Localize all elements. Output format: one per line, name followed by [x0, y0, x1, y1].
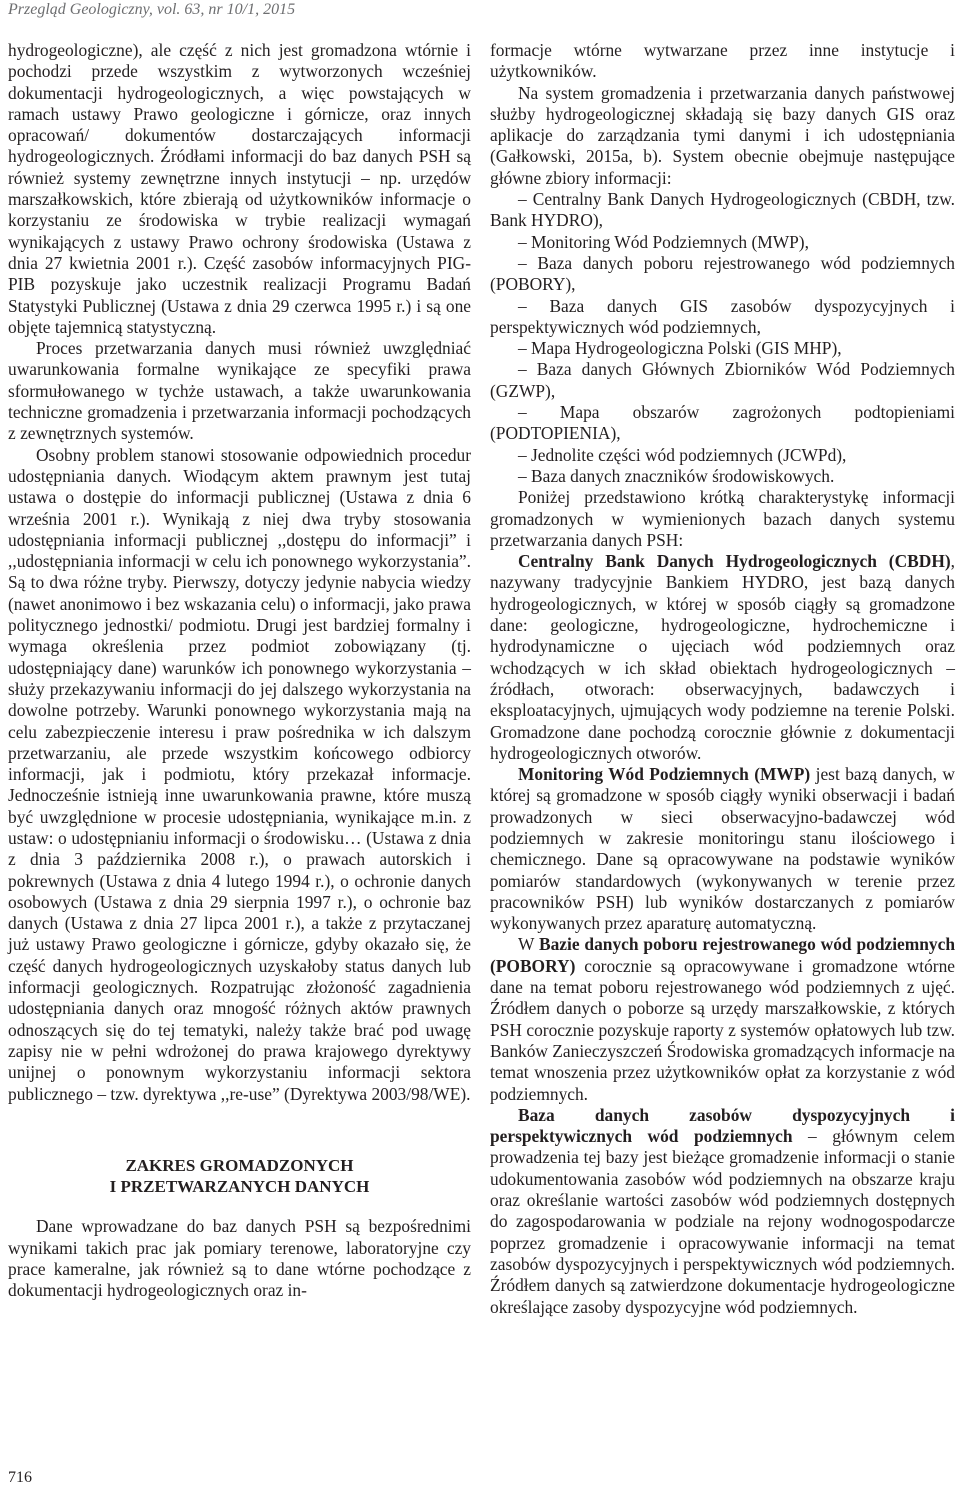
paragraph: Na system gromadzenia i przetwarzania danych państwowej służby hydrogeologicznej składają się bazy danych GIS oraz aplikacje do zarządzania tymi danymi i ich udostępniania (Gałkowski, 2015a, b). System obecnie obejmuje następujące główne zbiory informacji:: [490, 82, 955, 188]
section-heading-line: I PRZETWARZANYCH DANYCH: [109, 1177, 370, 1197]
paragraph-text: , nazywany tradycyjnie Bankiem HYDRO, jest bazą danych hydrogeologicznych, w której w sposób ciągły są gromadzone dane: geologiczne, hydrogeologiczne, hydrochemiczne i hydrodynamiczne o ujęciach wód podziemnych oraz wchodzących w ich skład obiektach hydrogeologicznych – źródłach, otworach: obserwacyjnych, badawczych i eksploatacyjnych, ujmujących wody podziemne na terenie Polski. Gromadzone dane pochodzą corocznie głównie z dokumentacji hydrogeologicznych otworów.: [490, 551, 955, 763]
running-header: Przegląd Geologiczny, vol. 63, nr 10/1, 2015: [8, 1, 296, 18]
paragraph: Poniżej przedstawiono krótką charakterystykę informacji gromadzonych w wymienionych bazach danych systemu przetwarzania danych PSH:: [490, 487, 955, 550]
section-heading-line: ZAKRES GROMADZONYCH: [125, 1155, 354, 1175]
paragraph: Dane wprowadzane do baz danych PSH są bezpośrednimi wynikami takich prac jak pomiary terenowe, laboratoryjne czy prace kameralne, jak również są to dane wtórne pochodzące z dokumentacji hydrogeologicznych oraz in-: [8, 1216, 471, 1301]
paragraph: hydrogeologiczne), ale część z nich jest gromadzona wtórnie i pochodzi przede wszystkim z wytworzonych wcześniej dokumentacji hydrogeologicznych, a więc powstających w ramach ustawy Prawo geologiczne i górnicze, oraz innych opracowań/ dokumentów dostarczających informacji hydrogeologicznych. Źródłami informacji do baz danych PSH są również systemy zewnętrzne innych instytucji – np. urzędów marszałkowskich, które zbierają od użytkowników informacje o korzystaniu ze środowiska w trybie realizacji wymagań wynikających z ustawy Prawo ochrony środowiska (Ustawa z dnia 27 kwietnia 2001 r.). Część zasobów informacyjnych PIG-PIB pozyskuje jako uczestnik realizacji Programu Badań Statystyki Publicznej (Ustawa z dnia 29 czerwca 1995 r.) i są one objęte tajemnicą statystyczną.: [8, 40, 471, 337]
section-heading: [8, 1155, 471, 1198]
database-list: [490, 189, 955, 487]
paragraph: [490, 551, 955, 764]
paragraph-text: jest bazą danych, w której są gromadzone w sposób ciągły wyniki obserwacji i badań prowadzonych w sieci obserwacyjno-badawczej wód podziemnych w zakresie monitoringu stanu ilościowego i chemicznego. Dane są opracowywane na podstawie wyników pomiarów standardowych (wykonywanych w terenie przez pracowników PSH) lub wyników dostarczanych z pomiarów wykonywanych przez aparaturę automatyczną.: [490, 764, 955, 934]
term-bold: Bazie danych poboru rejestrowanego wód podziemnych (POBORY): [490, 934, 955, 976]
left-column: [8, 40, 471, 1302]
list-item: – Centralny Bank Danych Hydrogeologicznych (CBDH, tzw. Bank HYDRO),: [490, 189, 955, 231]
page-number: 716: [8, 1469, 32, 1486]
list-item: – Baza danych GIS zasobów dyspozycyjnych i perspektywicznych wód podziemnych,: [490, 295, 955, 337]
paragraph-text: corocznie są opracowywane i gromadzone wtórne dane na temat poboru rejestrowanego wód podziemnych z ujęć. Źródłem danych o poborze są urzędy marszałkowskie, z których PSH corocznie pozyskuje raporty z systemów opłatowych lub tzw. Banków Zanieczyszczeń Środowiska gromadzących informacje na temat wnoszenia przez użytkowników opłat za korzystanie z wód podziemnych.: [490, 955, 956, 1104]
list-item: – Baza danych poboru rejestrowanego wód podziemnych (POBORY),: [490, 252, 955, 295]
list-item: – Baza danych Głównych Zbiorników Wód Podziemnych (GZWP),: [490, 359, 955, 401]
paragraph: Osobny problem stanowi stosowanie odpowiednich procedur udostępniania danych. Wiodącym aktem prawnym jest tutaj ustawa o dostępie do informacji publicznej (Ustawa z dnia 6 września 2001 r.). Wynikają z niej dwa tryby stosowania udostępniania informacji publicznej ,,dostępu do informacji” i ,,udostępniania informacji w celu ich ponownego wykorzystania”. Są to dwa różne tryby. Pierwszy, dotyczy jedynie nabycia wiedzy (nawet anonimowo i bez wskazania celu) o informacji, jako prawa politycznego jednostki/ podmiotu. Drugi jest bardziej formalny i wymaga określenia przez podmiot zobowiązany (tj. udostępniający dane) warunków ich ponownego wykorzystania – służy przekazywaniu informacji do jej dalszego wykorzystania na dowolne potrzeby. Warunki ponownego wykorzystania mają na celu zabezpieczenie interesu i praw pośrednika w ich dalszym przetwarzaniu, ale przede wszystkim końcowego odbiorcy informacji, jak i podmiotu, który przekazał informacje. Jednocześnie istnieją inne uwarunkowania prawne, które muszą być uwzględnione w procesie udostępniania, wynikające m.in. z ustaw: o udostępnianiu informacji o środowisku… (Ustawa z dnia z dnia 3 października 2008 r.), o prawach autorskich i pokrewnych (Ustawa z dnia 4 lutego 1994 r.), o ochronie danych osobowych (Ustawa z dnia 29 sierpnia 1997 r.), o ochronie baz danych (Ustawa z dnia 27 lipca 2001 r.), a także z przytaczanej już ustawy Prawo geologiczne i górnicze, gdyby okazało się, że część danych hydrogeologicznych uzyskałoby status danych lub informacji geologicznych. Rozpatrując złożoność zagadnienia udostępniania danych oraz mnogość różnych aktów prawnych odnoszących się do tej tematyki, należy także brać pod uwagę zapisy nie w pełni wdrożonej do prawa krajowego dyrektywy unijnej o ponownym wykorzystaniu informacji sektora publicznego – tzw. dyrektywa ,,re-use” (Dyrektywa 2003/98/WE).: [8, 444, 471, 1104]
term-bold: Baza danych zasobów dyspozycyjnych i perspektywicznych wód podziemnych: [490, 1104, 955, 1147]
paragraph: [490, 934, 955, 1104]
paragraph: [490, 1105, 955, 1318]
paragraph-text: W: [518, 934, 539, 955]
term-bold: Centralny Bank Danych Hydrogeologicznych (CBDH): [518, 551, 951, 572]
list-item: – Monitoring Wód Podziemnych (MWP),: [518, 231, 809, 252]
paragraph: formacje wtórne wytwarzane przez inne instytucje i użytkowników.: [490, 40, 955, 82]
list-item: – Mapa obszarów zagrożonych podtopieniami (PODTOPIENIA),: [490, 402, 955, 444]
paragraph: [490, 764, 955, 934]
term-bold: Monitoring Wód Podziemnych (MWP): [518, 764, 811, 785]
list-item: – Jednolite części wód podziemnych (JCWPd),: [518, 444, 847, 465]
list-item: – Baza danych znaczników środowiskowych.: [518, 465, 835, 486]
paragraph: Proces przetwarzania danych musi również uwzględniać uwarunkowania formalne wynikające ze specyfiki prawa sformułowanego w tychże ustawach, a także uwarunkowania techniczne gromadzenia i przetwarzania informacji pochodzących z zewnętrznych systemów.: [8, 338, 471, 444]
paragraph-text: – głównym celem prowadzenia tej bazy jest bieżące gromadzenie informacji o stanie udokumentowania zasobów wód podziemnych na obszarze kraju oraz określanie wartości zasobów wód podziemnych dostępnych do zagospodarowania w podziale na rejony wodnogospodarcze poprzez gromadzenie i opracowywanie informacji na temat zasobów dyspozycyjnych i perspektywicznych wód podziemnych. Źródłem danych są zatwierdzone dokumentacje hydrogeologiczne określające zasoby dyspozycyjne wód podziemnych.: [490, 1126, 955, 1317]
list-item: – Mapa Hydrogeologiczna Polski (GIS MHP),: [518, 338, 842, 359]
right-column: [490, 40, 955, 1318]
